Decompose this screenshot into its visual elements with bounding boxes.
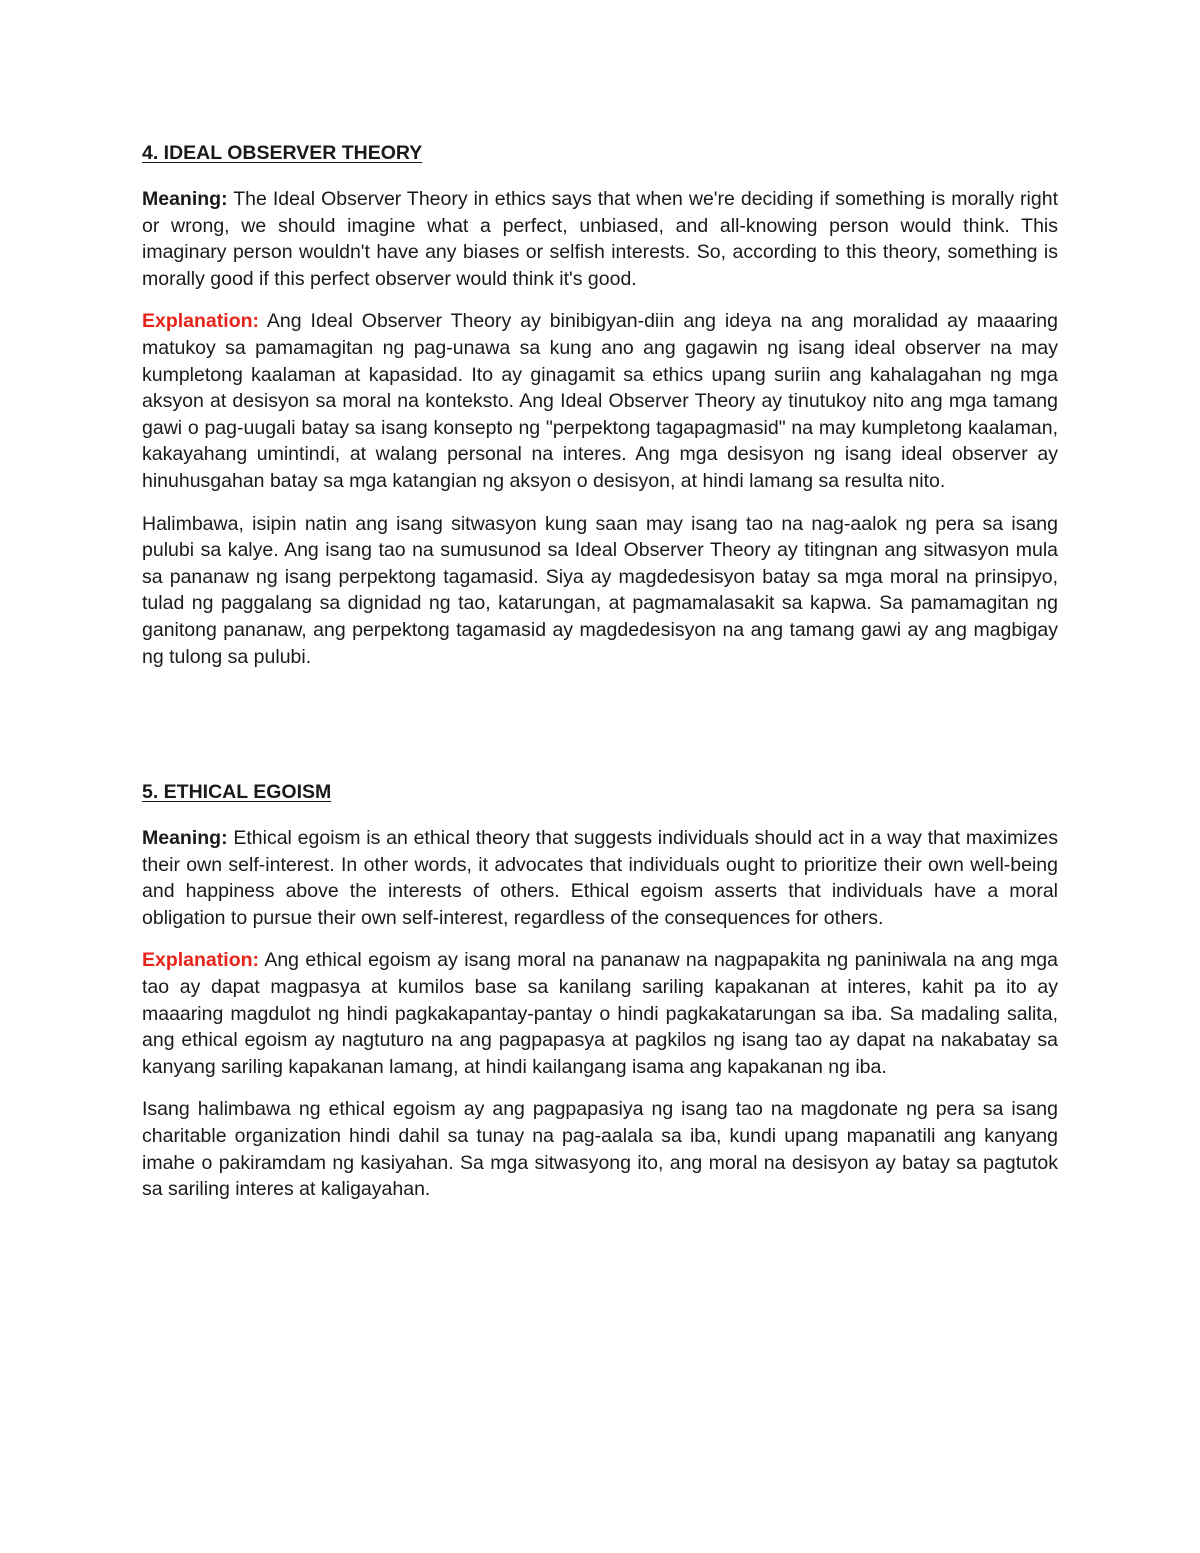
meaning-label: Meaning:: [142, 827, 228, 850]
section-spacer: [142, 686, 1058, 779]
example-paragraph: Halimbawa, isipin natin ang isang sitwasyon kung saan may isang tao na nag-aalok ng pera sa isang pulubi sa kalye. Ang isang tao na sumusunod sa Ideal Observer Theory ay titingnan ang sitwasyon mula sa pananaw ng isang perpektong tagamasid. Siya ay magdedesisyon batay sa mga moral na prinsipyo, tulad ng paggalang sa dignidad ng tao, katarungan, at pagmamalasakit sa kapwa. Sa pamamagitan ng ganitong pananaw, ang perpektong tagamasid ay magdedesisyon na ang tamang gawi ay ang magbigay ng tulong sa pulubi.: [142, 512, 1058, 668]
section-ideal-observer-theory: [142, 140, 1058, 670]
explanation-paragraph: [142, 308, 1058, 494]
explanation-label: Explanation:: [142, 949, 260, 972]
explanation-paragraph: [142, 947, 1058, 1080]
explanation-text: Ang ethical egoism ay isang moral na pananaw na nagpapakita ng paniniwala na ang mga tao ay dapat magpasya at kumilos base sa kanilang sariling kapakanan at interes, kahit pa ito ay maaaring magdulot ng hindi pagkakapantay-pantay o hindi pagkakatarungan sa iba. Sa madaling salita, ang ethical egoism ay nagtuturo na ang pagpapasya at pagkilos ng isang tao ay dapat na nakabatay sa kanyang sariling kapakanan lamang, at hindi kailangang isama ang kapakanan ng iba.: [142, 949, 1058, 1078]
section-heading: 4. IDEAL OBSERVER THEORY: [142, 142, 423, 164]
explanation-label: Explanation:: [142, 310, 260, 333]
example-paragraph: Isang halimbawa ng ethical egoism ay ang pagpapasiya ng isang tao na magdonate ng pera sa isang charitable organization hindi dahil sa tunay na pag-aalala sa iba, kundi upang mapanatili ang kanyang imahe o pakiramdam ng kasiyahan. Sa mga sitwasyong ito, ang moral na desisyon ay batay sa pagtutok sa sariling interes at kaligayahan.: [142, 1098, 1058, 1201]
meaning-text: Ethical egoism is an ethical theory that suggests individuals should act in a way that maximizes their own self-interest. In other words, it advocates that individuals ought to prioritize their own well-being and happiness above the interests of others. Ethical egoism asserts that individuals have a moral obligation to pursue their own self-interest, regardless of the consequences for others.: [142, 827, 1058, 929]
section-ethical-egoism: [142, 779, 1058, 1203]
meaning-paragraph: [142, 825, 1058, 931]
meaning-paragraph: [142, 186, 1058, 292]
meaning-label: Meaning:: [142, 188, 228, 210]
explanation-text: Ang Ideal Observer Theory ay binibigyan-diin ang ideya na ang moralidad ay maaaring matukoy sa pamamagitan ng pag-unawa sa kung ano ang gagawin ng isang ideal observer na may kumpletong kaalaman at kapasidad. Ito ay ginagamit sa ethics upang suriin ang kahalagahan ng mga aksyon at desisyon sa moral na konteksto. Ang Ideal Observer Theory ay tinutukoy nito ang mga tamang gawi o pag-uugali batay sa isang konsepto ng "perpektong tagapagmasid" na may kumpletong kaalaman, kakayahang umintindi, at walang personal na interes. Ang mga desisyon ng isang ideal observer ay hinuhusgahan batay sa mga katangian ng aksyon o desisyon, at hindi lamang sa resulta nito.: [142, 310, 1058, 492]
meaning-text: The Ideal Observer Theory in ethics says that when we're deciding if something is morally right or wrong, we should imagine what a perfect, unbiased, and all-knowing person would think. This imaginary person wouldn't have any biases or selfish interests. So, according to this theory, something is morally good if this perfect observer would think it's good.: [142, 188, 1058, 290]
document-body: [142, 140, 1058, 1219]
section-heading: 5. ETHICAL EGOISM: [142, 781, 332, 804]
